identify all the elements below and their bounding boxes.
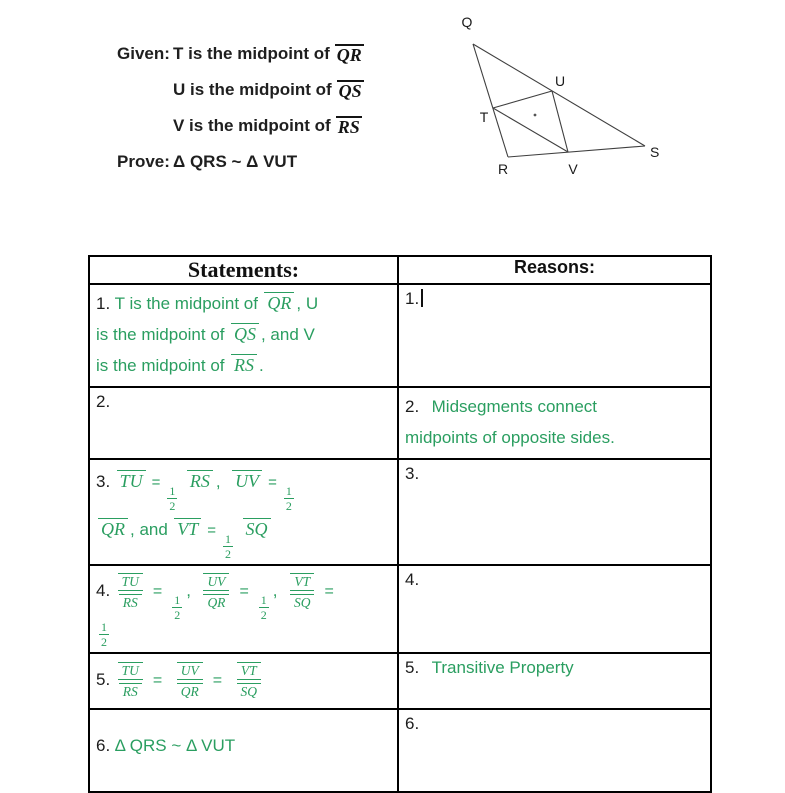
triangle-diagram (440, 0, 700, 190)
proof-table (88, 255, 712, 793)
equals-sign: = (151, 474, 161, 491)
fraction-one-half (172, 594, 182, 621)
midsegment-TU (493, 91, 552, 108)
fraction-denominator: 2 (225, 547, 232, 561)
triangle-edges (473, 44, 645, 157)
given-prove-block (117, 44, 364, 188)
fraction-one-half (259, 594, 269, 621)
edge-QS (473, 44, 645, 146)
statement-5-line (96, 657, 391, 704)
statement-4-line-2 (96, 621, 391, 648)
statement-1-line-2 (96, 320, 391, 351)
fraction-numerator: 1 (101, 620, 107, 634)
comma: , (215, 472, 221, 491)
ratio-UV-QR (177, 662, 203, 699)
ratio-denominator: QR (177, 683, 203, 700)
comma: , (186, 581, 191, 600)
equals-sign: = (324, 582, 334, 600)
midsegment-UV (552, 91, 568, 152)
statement-3-line-2 (96, 512, 391, 560)
equals-sign: = (212, 671, 223, 689)
statement-1-text: , U (296, 294, 319, 313)
ratio-TU-RS (118, 573, 143, 610)
center-dot (534, 114, 537, 117)
statement-5-cell[interactable] (89, 653, 398, 709)
statement-6-text: Δ QRS ~ Δ VUT (114, 736, 236, 755)
reason-5-text: Transitive Property (431, 658, 574, 677)
vertex-label-R: R (497, 161, 509, 177)
proof-row-4 (89, 565, 711, 653)
ratio-denominator: SQ (290, 594, 315, 611)
statement-1-text: is the midpoint of (96, 356, 225, 375)
text-cursor (421, 289, 423, 307)
fraction-denominator: 2 (101, 635, 107, 649)
reason-1-number: 1. (405, 289, 420, 308)
given-line-1 (117, 44, 364, 80)
statements-header: Statements: (89, 256, 398, 284)
ratio-denominator: QR (203, 594, 229, 611)
statement-6-number: 6. (96, 736, 111, 755)
proof-row-5 (89, 653, 711, 709)
vertex-label-Q: Q (461, 14, 473, 30)
ratio-VT-SQ (290, 573, 315, 610)
edge-RS (508, 146, 645, 157)
given-line-1-text: T is the midpoint of (173, 44, 330, 63)
comma: , (272, 581, 278, 600)
statement-1-text: . (258, 356, 264, 375)
statement-4-line-1 (96, 568, 391, 621)
statement-1-text: T is the midpoint of (114, 294, 258, 313)
vertex-label-U: U (554, 73, 566, 89)
reason-2-line-2 (405, 423, 704, 454)
segment-RS-overline: RS (187, 470, 213, 491)
statement-3-text: , and (130, 520, 168, 539)
reason-2-line-1 (405, 392, 704, 423)
reason-6-cell[interactable] (398, 709, 711, 792)
ratio-denominator: SQ (237, 683, 262, 700)
segment-TU-overline: TU (117, 470, 146, 491)
segment-QR-overline: QR (264, 292, 294, 313)
equals-sign: = (207, 522, 217, 539)
fraction-numerator: 1 (285, 484, 292, 498)
fraction-one-half (99, 621, 109, 648)
statement-1-text: is the midpoint of (96, 325, 225, 344)
given-line-2-text: U is the midpoint of (173, 80, 332, 99)
reasons-header: Reasons: (398, 256, 711, 284)
proof-row-1 (89, 284, 711, 387)
reason-2-text: Midsegments connect (431, 397, 598, 416)
segment-QR: QR (336, 45, 362, 65)
reason-4-cell[interactable] (398, 565, 711, 653)
ratio-denominator: RS (119, 594, 142, 611)
segment-UV-overline: UV (232, 470, 262, 491)
statement-3-line-1 (96, 464, 391, 512)
ratio-numerator: TU (118, 573, 143, 591)
reason-5-number: 5. (405, 658, 420, 677)
ratio-numerator: TU (118, 662, 143, 680)
equals-sign: = (152, 582, 163, 600)
statement-1-text: , and V (260, 325, 315, 344)
segment-QS-overline: QS (231, 323, 259, 344)
statement-6-cell[interactable] (89, 709, 398, 792)
vertex-label-T: T (479, 109, 489, 125)
ratio-UV-QR (203, 573, 229, 610)
fraction-denominator: 2 (169, 499, 176, 513)
statement-4-number: 4. (96, 581, 111, 600)
given-line-3 (117, 116, 364, 152)
fraction-numerator: 1 (174, 593, 181, 607)
segment-VT-overline: VT (174, 518, 201, 539)
equals-sign: = (268, 474, 277, 491)
proof-row-2 (89, 387, 711, 459)
reason-2-cell[interactable] (398, 387, 711, 459)
fraction-one-half (284, 485, 294, 512)
reason-2-text: midpoints of opposite sides. (405, 428, 615, 447)
statement-4-cell[interactable] (89, 565, 398, 653)
reason-5-cell[interactable] (398, 653, 711, 709)
statement-2-number: 2. (96, 392, 111, 411)
statement-1-number: 1. (96, 294, 111, 313)
fraction-denominator: 2 (285, 499, 292, 513)
reason-2-number: 2. (405, 397, 420, 416)
prove-statement: Δ QRS ~ Δ VUT (173, 152, 298, 171)
ratio-numerator: UV (203, 573, 229, 591)
reason-3-number: 3. (405, 464, 420, 483)
fraction-denominator: 2 (174, 608, 181, 622)
statement-5-number: 5. (96, 670, 111, 689)
ratio-TU-RS (118, 662, 143, 699)
segment-QS: QS (338, 81, 362, 101)
given-line-2 (117, 80, 364, 116)
statement-1-line-1 (96, 289, 391, 320)
segment-RS: RS (337, 117, 360, 137)
ratio-denominator: RS (119, 683, 142, 700)
fraction-denominator: 2 (260, 608, 267, 622)
ratio-numerator: VT (237, 662, 261, 680)
reason-3-cell[interactable] (398, 459, 711, 565)
fraction-numerator: 1 (260, 593, 267, 607)
equals-sign: = (239, 582, 249, 600)
segment-RS-overline: RS (231, 354, 257, 375)
ratio-numerator: UV (177, 662, 203, 680)
proof-row-6 (89, 709, 711, 792)
segment-SQ-overline: SQ (243, 518, 271, 539)
fraction-one-half (167, 485, 177, 512)
prove-line (117, 152, 364, 188)
ratio-VT-SQ (237, 662, 262, 699)
statement-3-number: 3. (96, 472, 111, 491)
equals-sign: = (152, 671, 163, 689)
ratio-numerator: VT (290, 573, 314, 591)
vertex-label-V: V (568, 161, 578, 177)
fraction-one-half (223, 533, 233, 560)
prove-label: Prove: (117, 152, 170, 171)
reason-4-number: 4. (405, 570, 420, 589)
statement-3-cell[interactable] (89, 459, 398, 565)
given-label: Given: (117, 44, 170, 63)
given-line-3-text: V is the midpoint of (173, 116, 331, 135)
fraction-numerator: 1 (169, 484, 176, 498)
proof-row-3 (89, 459, 711, 565)
vertex-label-S: S (650, 144, 660, 160)
table-header-row (89, 256, 711, 284)
reason-6-number: 6. (405, 714, 420, 733)
fraction-numerator: 1 (225, 532, 232, 546)
edge-QR (473, 44, 508, 157)
reason-1-cell[interactable] (398, 284, 711, 387)
statement-1-line-3 (96, 351, 391, 382)
segment-QR-overline: QR (98, 518, 128, 539)
statement-2-cell[interactable] (89, 387, 398, 459)
statement-1-cell[interactable] (89, 284, 398, 387)
